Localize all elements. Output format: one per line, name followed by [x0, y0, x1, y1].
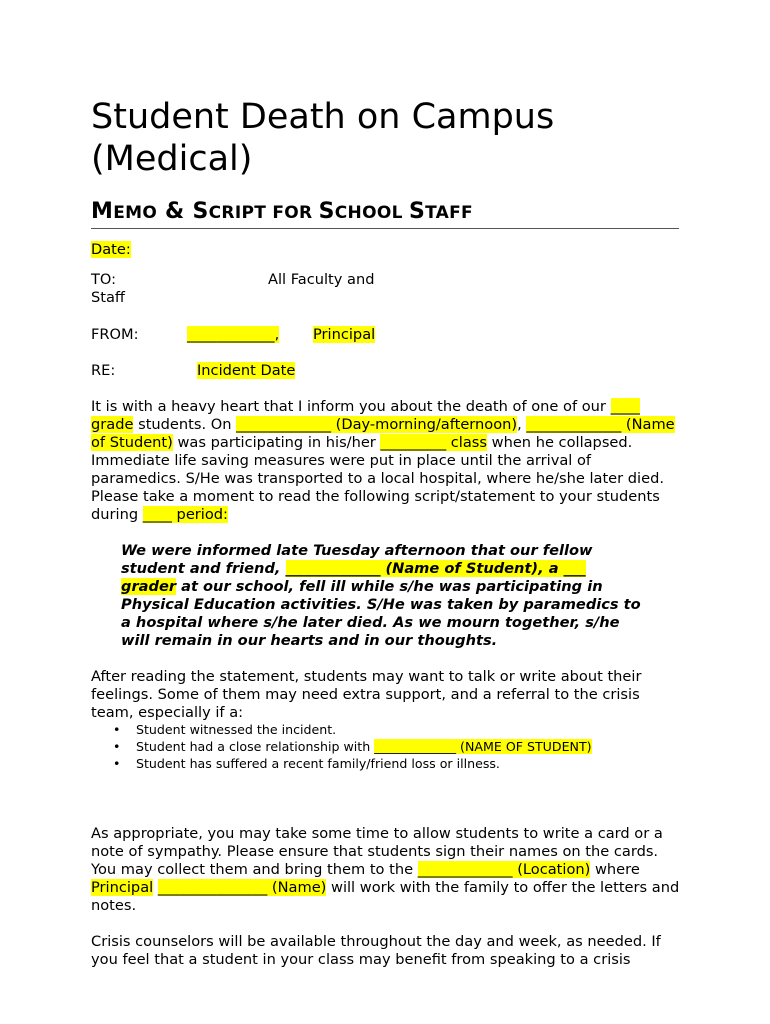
highlight-principal: Principal: [91, 879, 154, 896]
highlight-student-name: _____________ (Name of Student): [91, 416, 675, 451]
list-item: [91, 755, 681, 772]
highlight-period: ____ period:: [142, 506, 228, 523]
text-run: As appropriate, you may take some time to allow students to write a card or a note of sympathy. Please ensure that students sign their names on the cards. You may collect them and bring them to the: [91, 825, 663, 878]
from-value-text: Principal: [313, 326, 376, 343]
script-statement: [121, 542, 641, 650]
list-item: [91, 738, 681, 755]
subtitle-part: S: [408, 199, 426, 224]
counselors-paragraph: Crisis counselors will be available throughout the day and week, as needed. If you feel that a student in your class may benefit from speaking to a crisis: [91, 933, 661, 968]
list-item-text: Student had a close relationship with: [136, 739, 375, 754]
from-blank: [187, 326, 307, 344]
text-run: ,: [517, 416, 527, 433]
highlight-student-name: _____________ (NAME OF STUDENT): [374, 739, 592, 754]
title-line-1: Student Death on Campus: [91, 97, 555, 137]
subtitle-part: TAFF: [425, 203, 473, 223]
from-blank-text: ____________,: [187, 326, 280, 343]
subtitle-part: M: [91, 199, 114, 224]
risk-list: [91, 721, 681, 772]
re-label: RE:: [91, 362, 116, 379]
title-line-2: (Medical): [91, 139, 253, 179]
text-run: at our school, fell ill while s/he was participating in Physical Education activities. S/He was taken by paramedics to a hospital where s/he later died. As we mourn together, s/he will remain in our hearts and in our thoughts.: [121, 578, 641, 649]
text-run: was participating in his/her: [172, 434, 381, 451]
to-value-2: Staff: [91, 289, 125, 306]
to-label: TO:: [91, 271, 117, 288]
to-value: All Faculty and: [268, 271, 375, 288]
highlight-name: _______________ (Name): [157, 879, 327, 896]
after-statement-paragraph: After reading the statement, students may want to talk or write about their feelings. Some of them may need extra support, and a referral to the crisis team, especially if a:: [91, 668, 642, 721]
text-run: will work with the family to offer the letters and notes.: [91, 879, 680, 914]
subtitle-part: &: [157, 199, 193, 224]
from-label: FROM:: [91, 326, 139, 343]
list-item-text: Student witnessed the incident.: [136, 722, 337, 737]
highlight-location: _____________ (Location): [417, 861, 591, 878]
subtitle-part: S: [318, 199, 335, 224]
re-value: [197, 362, 347, 380]
intro-paragraph: [91, 398, 681, 524]
text-run: where: [590, 861, 640, 878]
list-item-text: Student has suffered a recent family/friend loss or illness.: [136, 756, 500, 771]
text-run: We were informed late Tuesday afternoon that our fellow student and friend,: [121, 542, 593, 577]
list-item: [91, 721, 681, 738]
highlight-day: _____________ (Day-morning/afternoon): [236, 416, 518, 433]
memo-subtitle: [91, 199, 679, 229]
text-run: when he collapsed. Immediate life saving measures were put in place until the arrival of paramedics. S/He was transported to a local hospital, where he/she later died. Please take a moment to read the following script/statement to your students during: [91, 434, 664, 523]
sympathy-paragraph: [91, 825, 681, 915]
from-value: [313, 326, 433, 344]
highlight-grade: ____ grade: [91, 398, 640, 433]
subtitle-part: S: [192, 199, 209, 224]
date-line: [91, 241, 681, 259]
text-run: It is with a heavy heart that I inform you about the death of one of our: [91, 398, 611, 415]
text-run: students. On: [133, 416, 237, 433]
date-label: Date:: [91, 241, 131, 258]
highlight-student-grade: _____________ (Name of Student), a ___ grader: [121, 560, 586, 595]
subtitle-part: EMO: [113, 203, 158, 223]
highlight-class: _________ class: [380, 434, 487, 451]
document-title: [91, 96, 711, 180]
re-value-text: Incident Date: [197, 362, 296, 379]
subtitle-part: CHOOL: [334, 203, 409, 223]
subtitle-part: CRIPT FOR: [208, 203, 319, 223]
